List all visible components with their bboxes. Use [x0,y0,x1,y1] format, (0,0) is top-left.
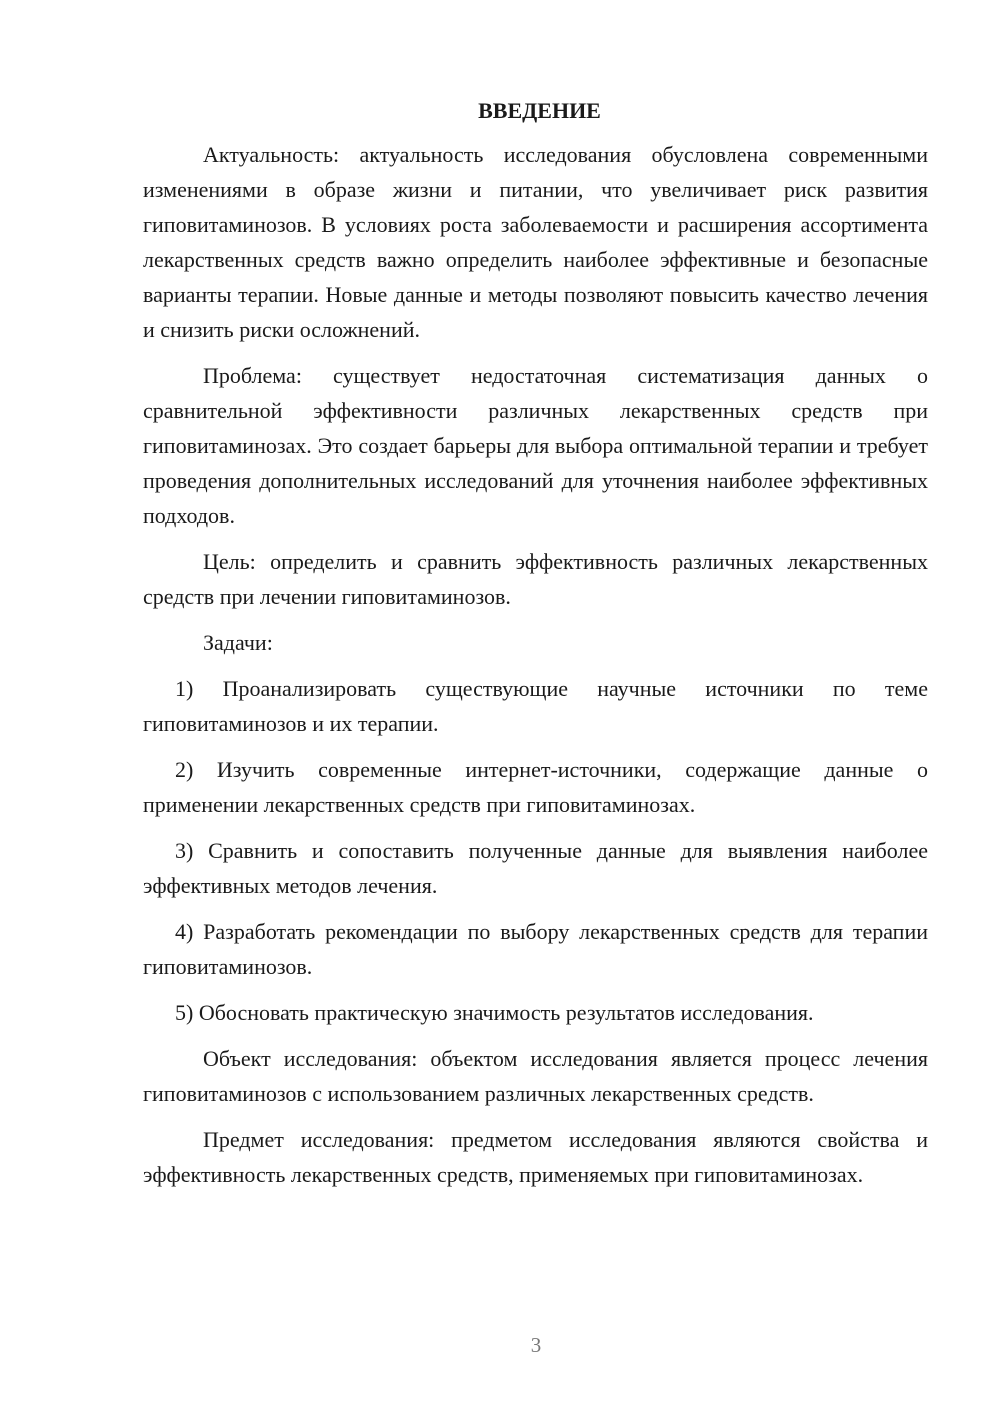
relevance-paragraph: Актуальность: актуальность исследования обусловлена современными изменениями в образе жизни и питании, что увеличивает риск развития гиповитаминозов. В условиях роста заболеваемости и расширения ассортимента лекарственных средств важно определить наиболее эффективные и безопасные варианты терапии. Новые данные и методы позволяют повысить качество лечения и снизить риски осложнений. [143,142,928,342]
page-content [143,93,928,1203]
task-item: 2) Изучить современные интернет-источники, содержащие данные о применении лекарственных средств при гиповитаминозах. [143,757,928,817]
problem-paragraph: Проблема: существует недостаточная систематизация данных о сравнительной эффективности различных лекарственных средств при гиповитаминозах. Это создает барьеры для выбора оптимальной терапии и требует проведения дополнительных исследований для уточнения наиболее эффективных подходов. [143,363,928,528]
tasks-heading: Задачи: [203,630,273,655]
task-item: 5) Обосновать практическую значимость результатов исследования. [175,1000,814,1025]
subject-paragraph: Предмет исследования: предметом исследования являются свойства и эффективность лекарственных средств, применяемых при гиповитаминозах. [143,1127,928,1187]
goal-paragraph: Цель: определить и сравнить эффективность различных лекарственных средств при лечении гиповитаминозов. [143,549,928,609]
section-title: ВВЕДЕНИЕ [478,98,601,123]
page-number: 3 [530,1333,542,1357]
task-item: 3) Сравнить и сопоставить полученные данные для выявления наиболее эффективных методов лечения. [143,838,928,898]
task-item: 4) Разработать рекомендации по выбору лекарственных средств для терапии гиповитаминозов. [143,919,928,979]
object-paragraph: Объект исследования: объектом исследования является процесс лечения гиповитаминозов с использованием различных лекарственных средств. [143,1046,928,1106]
task-item: 1) Проанализировать существующие научные источники по теме гиповитаминозов и их терапии. [143,676,928,736]
